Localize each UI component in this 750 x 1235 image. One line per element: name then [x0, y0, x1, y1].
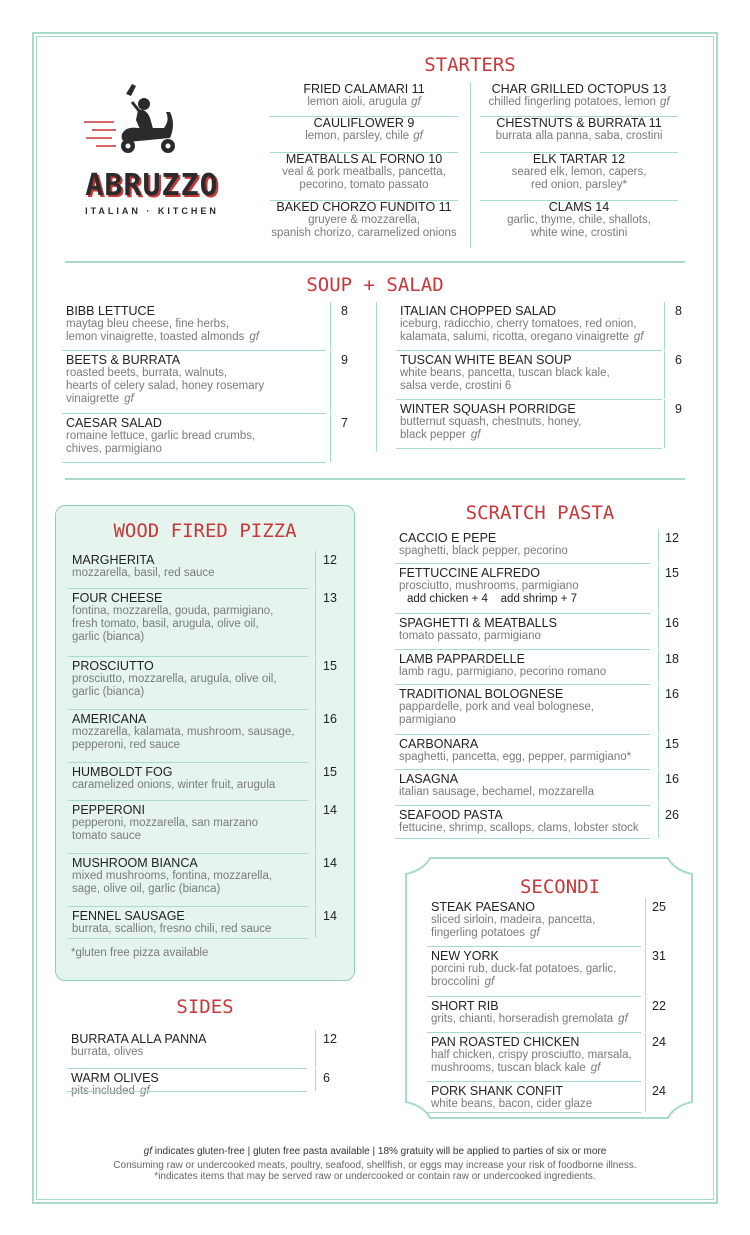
- starter-item: [264, 82, 464, 109]
- price-column-divider: [315, 657, 316, 709]
- starter-name: CLAMS 14: [548, 200, 610, 214]
- starters-heading: STARTERS: [424, 54, 516, 76]
- pasta-item-desc-text: spaghetti, black pepper, pecorino: [399, 545, 568, 557]
- row-divider: [68, 938, 308, 939]
- row-divider: [68, 762, 308, 763]
- starter-desc: chilled fingerling potatoes, lemon: [488, 96, 656, 108]
- pasta-item-name: CACCIO E PEPE: [399, 531, 497, 545]
- pizza-item-desc: [72, 817, 312, 830]
- pasta-item-desc: [399, 545, 654, 558]
- salad-item-desc: [66, 380, 326, 393]
- pizza-item-price: 16: [323, 712, 337, 726]
- soup-item-desc: [400, 380, 662, 393]
- pizza-item: [72, 712, 312, 752]
- pizza-item-desc-text: mixed mushrooms, fontina, mozzarella,: [72, 870, 273, 882]
- starter-desc: white wine, crostini: [530, 227, 628, 239]
- row-divider: [396, 448, 662, 449]
- secondi-heading: SECONDI: [519, 876, 601, 898]
- salad-item-desc-text: romaine lettuce, garlic bread crumbs,: [66, 430, 256, 442]
- soup-item-desc: [400, 367, 662, 380]
- soup-item-desc-text: iceburg, radicchio, cherry tomatoes, red onion,: [400, 318, 637, 330]
- salad-item-name: BIBB LETTUCE: [66, 304, 155, 318]
- soup-item-desc-text: butternut squash, chestnuts, honey,: [400, 416, 582, 428]
- secondi-item-desc-text: mushrooms, tuscan black kale: [431, 1062, 586, 1074]
- pasta-heading: SCRATCH PASTA: [465, 502, 615, 524]
- row-divider: [427, 996, 641, 997]
- soup-item-desc-text: kalamata, salumi, ricotta, oregano vinaigrette: [400, 331, 629, 343]
- price-column-divider: [315, 801, 316, 853]
- starter-item: [474, 200, 684, 240]
- starter-desc: gruyere & mozzarella,: [308, 214, 420, 226]
- pizza-item-desc-text: tomato sauce: [72, 830, 142, 842]
- pasta-item-name: TRADITIONAL BOLOGNESE: [399, 687, 564, 701]
- salad-item-desc: [66, 367, 326, 380]
- pasta-item-name: SPAGHETTI & MEATBALLS: [399, 616, 557, 630]
- salad-item-desc-text: lemon vinaigrette, toasted almonds: [66, 331, 245, 343]
- price-column-divider: [658, 564, 659, 613]
- starter-name: CHAR GRILLED OCTOPUS 13: [491, 82, 667, 96]
- pizza-item-desc: [72, 686, 312, 699]
- salad-item: [66, 353, 326, 406]
- pasta-item: [399, 772, 654, 799]
- secondi-item-desc: [431, 927, 641, 940]
- row-divider: [427, 946, 641, 947]
- pizza-item-desc-text: garlic (bianca): [72, 631, 145, 643]
- salad-item-name: CAESAR SALAD: [66, 416, 162, 430]
- pizza-item: [72, 659, 312, 699]
- salad-item-price: 8: [341, 304, 348, 318]
- side-item: [71, 1032, 311, 1059]
- gluten-free-mark: gf: [484, 976, 495, 988]
- pizza-item-desc-text: mozzarella, kalamata, mushroom, sausage,: [72, 726, 295, 738]
- side-item-name: BURRATA ALLA PANNA: [71, 1032, 207, 1046]
- pasta-item-desc: [399, 630, 654, 643]
- price-column-divider: [645, 947, 646, 996]
- price-column-divider: [658, 614, 659, 649]
- pizza-item-desc: [72, 870, 312, 883]
- starter-desc: seared elk, lemon, capers,: [511, 166, 647, 178]
- brand-tagline: ITALIAN · KITCHEN: [85, 206, 219, 216]
- pizza-item-price: 14: [323, 856, 337, 870]
- starter-name: CHESTNUTS & BURRATA 11: [496, 116, 662, 130]
- row-divider: [395, 613, 650, 614]
- pasta-item: [399, 531, 654, 558]
- pasta-item-desc-text: pappardelle, pork and veal bolognese,: [399, 701, 595, 713]
- gluten-free-mark: gf: [139, 1085, 150, 1097]
- pizza-item-price: 14: [323, 909, 337, 923]
- footer-line-1-text: indicates gluten-free | gluten free pasta available | 18% gratuity will be applied to parties of six or more: [152, 1146, 607, 1157]
- pasta-item: [399, 566, 654, 606]
- starter-name: CAULIFLOWER 9: [313, 116, 415, 130]
- row-divider: [68, 709, 308, 710]
- soup-item-price: 9: [675, 402, 682, 416]
- pasta-item-price: 15: [665, 566, 679, 580]
- starter-desc: burrata alla panna, saba, crostini: [495, 130, 663, 142]
- pizza-item-desc: [72, 567, 312, 580]
- soup-item: [400, 353, 662, 393]
- row-divider: [427, 1081, 641, 1082]
- pasta-item-name: LASAGNA: [399, 772, 459, 786]
- starter-desc: spanish chorizo, caramelized onions: [271, 227, 457, 239]
- pizza-item: [72, 803, 312, 843]
- pizza-gluten-note: *gluten free pizza available: [71, 947, 209, 959]
- price-column-divider: [330, 414, 331, 462]
- secondi-item-price: 22: [652, 999, 666, 1013]
- row-divider: [67, 1091, 307, 1092]
- pasta-item-price: 26: [665, 808, 679, 822]
- price-column-divider: [315, 551, 316, 588]
- row-divider: [395, 838, 650, 839]
- price-column-divider: [664, 400, 665, 448]
- salad-item-desc-text: hearts of celery salad, honey rosemary: [66, 380, 265, 392]
- pizza-item-name: FENNEL SAUSAGE: [72, 909, 185, 923]
- soup-item-desc-text: black pepper: [400, 429, 466, 441]
- side-item-name: WARM OLIVES: [71, 1071, 159, 1085]
- vespa-rider-logo-icon: [66, 72, 236, 172]
- row-divider: [68, 906, 308, 907]
- pizza-item: [72, 909, 312, 936]
- pasta-item: [399, 616, 654, 643]
- side-item-desc-text: pits included: [71, 1085, 135, 1097]
- price-column-divider: [658, 770, 659, 805]
- price-column-divider: [315, 763, 316, 800]
- side-item-desc: [71, 1046, 311, 1059]
- salad-item-desc: [66, 331, 326, 344]
- secondi-item-desc-text: half chicken, crispy prosciutto, marsala,: [431, 1049, 632, 1061]
- side-item-desc-text: burrata, olives: [71, 1046, 144, 1058]
- pasta-item: [399, 687, 654, 727]
- starter-name: FRIED CALAMARI 11: [303, 82, 425, 96]
- gluten-free-mark: gf: [633, 331, 644, 343]
- gluten-free-mark: gf: [659, 96, 670, 108]
- secondi-item-desc-text: broccolini: [431, 976, 480, 988]
- pasta-item-desc-text: parmigiano: [399, 714, 456, 726]
- pasta-item-desc: [399, 786, 654, 799]
- row-divider: [395, 769, 650, 770]
- salad-item-desc-text: chives, parmigiano: [66, 443, 162, 455]
- footer-line-1: [40, 1146, 710, 1157]
- soup-item-price: 6: [675, 353, 682, 367]
- gluten-free-mark: gf: [470, 429, 481, 441]
- row-divider: [62, 350, 326, 351]
- pasta-item-desc: [399, 751, 654, 764]
- pasta-item-name: FETTUCCINE ALFREDO: [399, 566, 540, 580]
- secondi-item-price: 24: [652, 1084, 666, 1098]
- pizza-item-desc: [72, 739, 312, 752]
- starter-name: MEATBALLS AL FORNO 10: [285, 152, 443, 166]
- pizza-item-name: MUSHROOM BIANCA: [72, 856, 198, 870]
- starter-item: [264, 200, 464, 240]
- pizza-item-desc-text: prosciutto, mozzarella, arugula, olive oil,: [72, 673, 277, 685]
- pizza-item-name: PEPPERONI: [72, 803, 145, 817]
- secondi-item-desc-text: fingerling potatoes: [431, 927, 525, 939]
- secondi-item-name: PORK SHANK CONFIT: [431, 1084, 563, 1098]
- price-column-divider: [658, 735, 659, 769]
- pizza-item-desc-text: pepperoni, mozzarella, san marzano: [72, 817, 259, 829]
- pizza-item-name: MARGHERITA: [72, 553, 155, 567]
- pizza-item-desc: [72, 631, 312, 644]
- secondi-item: [431, 900, 641, 940]
- soup-item-desc: [400, 416, 662, 429]
- starter-desc: red onion, parsley*: [531, 179, 627, 191]
- salad-item-desc-text: roasted beets, burrata, walnuts,: [66, 367, 228, 379]
- pizza-item-name: PROSCIUTTO: [72, 659, 154, 673]
- secondi-item-desc-text: grits, chianti, horseradish gremolata: [431, 1013, 614, 1025]
- row-divider: [67, 1068, 307, 1069]
- pasta-item-desc-text: spaghetti, pancetta, egg, pepper, parmigiano*: [399, 751, 632, 763]
- soup-item-desc-text: white beans, pancetta, tuscan black kale,: [400, 367, 610, 379]
- pizza-item-desc: [72, 923, 312, 936]
- secondi-item-desc: [431, 1049, 641, 1062]
- soup-item-name: WINTER SQUASH PORRIDGE: [400, 402, 576, 416]
- pizza-item-name: FOUR CHEESE: [72, 591, 163, 605]
- soup-item-name: ITALIAN CHOPPED SALAD: [400, 304, 557, 318]
- row-divider: [62, 413, 326, 414]
- salad-item-name: BEETS & BURRATA: [66, 353, 181, 367]
- salad-item-price: 9: [341, 353, 348, 367]
- salad-item-price: 7: [341, 416, 348, 430]
- starter-desc: veal & pork meatballs, pancetta,: [282, 166, 446, 178]
- pasta-item-price: 16: [665, 772, 679, 786]
- footer-line-2: Consuming raw or undercooked meats, poultry, seafood, shellfish, or eggs may increase your risk of foodborne illness.: [113, 1160, 637, 1171]
- gluten-free-mark: gf: [124, 393, 134, 405]
- soup-item-desc: [400, 318, 662, 331]
- pasta-item: [399, 652, 654, 679]
- salad-item: [66, 416, 326, 456]
- pizza-item-desc: [72, 605, 312, 618]
- salad-item: [66, 304, 326, 344]
- row-divider: [68, 656, 308, 657]
- pizza-item-desc: [72, 779, 312, 792]
- starter-item: [264, 116, 464, 143]
- row-divider: [427, 1112, 641, 1113]
- row-divider: [68, 800, 308, 801]
- pizza-item-desc-text: burrata, scallion, fresno chili, red sauce: [72, 923, 272, 935]
- pizza-item-desc-text: fontina, mozzarella, gouda, parmigiano,: [72, 605, 274, 617]
- secondi-item-desc: [431, 963, 641, 976]
- pizza-item-desc: [72, 726, 312, 739]
- footer-gf-mark: gf: [143, 1146, 152, 1157]
- salad-item-desc: [66, 393, 326, 406]
- price-column-divider: [664, 302, 665, 350]
- soup-item-desc: [400, 331, 662, 344]
- starter-desc-line: [264, 96, 464, 109]
- side-item-price: 6: [323, 1071, 330, 1085]
- secondi-item-name: SHORT RIB: [431, 999, 499, 1013]
- pasta-item-desc-text: lamb ragu, parmigiano, pecorino romano: [399, 666, 607, 678]
- pizza-item: [72, 591, 312, 644]
- price-column-divider: [658, 529, 659, 563]
- starter-item: [474, 152, 684, 192]
- row-divider: [427, 1032, 641, 1033]
- starter-item: [474, 82, 684, 109]
- price-column-divider: [645, 898, 646, 946]
- pasta-item-price: 16: [665, 687, 679, 701]
- soup-item-price: 8: [675, 304, 682, 318]
- soup-salad-center-divider: [376, 302, 377, 452]
- secondi-item-name: PAN ROASTED CHICKEN: [431, 1035, 580, 1049]
- pasta-item-name: SEAFOOD PASTA: [399, 808, 503, 822]
- pasta-item-price: 18: [665, 652, 679, 666]
- pasta-item: [399, 737, 654, 764]
- gluten-free-mark: gf: [529, 927, 540, 939]
- price-column-divider: [645, 997, 646, 1032]
- pasta-item-desc-text: italian sausage, bechamel, mozzarella: [399, 786, 594, 798]
- salad-item-desc: [66, 430, 326, 443]
- secondi-item-desc: [431, 976, 641, 989]
- starter-desc: garlic, thyme, chile, shallots,: [507, 214, 651, 226]
- pizza-item-price: 15: [323, 659, 337, 673]
- salad-item-desc: [66, 443, 326, 456]
- salad-item-desc-text: maytag bleu cheese, fine herbs,: [66, 318, 230, 330]
- pizza-item-desc-text: garlic (bianca): [72, 686, 145, 698]
- starter-item: [474, 116, 684, 143]
- price-column-divider: [315, 1030, 316, 1068]
- pizza-item-desc: [72, 618, 312, 631]
- pasta-item-desc-text: prosciutto, mushrooms, parmigiano: [399, 580, 579, 592]
- secondi-item-desc: [431, 1013, 641, 1026]
- price-column-divider: [315, 907, 316, 938]
- secondi-item-desc: [431, 1062, 641, 1075]
- starter-name: ELK TARTAR 12: [532, 152, 626, 166]
- pasta-item-desc: [399, 666, 654, 679]
- price-column-divider: [645, 1082, 646, 1112]
- brand-name: ABRUZZO: [85, 168, 219, 203]
- secondi-item-desc-text: sliced sirloin, madeira, pancetta,: [431, 914, 596, 926]
- pasta-item-price: 15: [665, 737, 679, 751]
- secondi-item-price: 24: [652, 1035, 666, 1049]
- starter-desc: lemon aioli, arugula: [307, 96, 408, 108]
- secondi-item-desc-text: white beans, bacon, cider glaze: [431, 1098, 593, 1110]
- side-item: [71, 1071, 311, 1098]
- row-divider: [68, 588, 308, 589]
- pasta-item-desc-text: tomato passato, parmigiano: [399, 630, 541, 642]
- price-column-divider: [330, 302, 331, 350]
- starter-desc: lemon, parsley, chile: [305, 130, 410, 142]
- price-column-divider: [658, 650, 659, 684]
- pasta-item: [399, 808, 654, 835]
- row-divider: [68, 853, 308, 854]
- pasta-item-addons: add chicken + 4 add shrimp + 7: [407, 593, 578, 605]
- row-divider: [395, 684, 650, 685]
- secondi-item-desc: [431, 914, 641, 927]
- pizza-item: [72, 765, 312, 792]
- price-column-divider: [664, 351, 665, 399]
- gluten-free-mark: gf: [249, 331, 259, 343]
- soup-item: [400, 402, 662, 442]
- price-column-divider: [315, 710, 316, 762]
- sides-heading: SIDES: [176, 996, 234, 1018]
- footer-line-3: *indicates items that may be served raw or undercooked or contain raw or undercooked ingredients.: [154, 1171, 596, 1182]
- soup-item-name: TUSCAN WHITE BEAN SOUP: [400, 353, 572, 367]
- price-column-divider: [658, 806, 659, 838]
- price-column-divider: [658, 685, 659, 734]
- row-divider: [396, 350, 662, 351]
- pasta-item-desc: [399, 701, 654, 714]
- pizza-item-price: 12: [323, 553, 337, 567]
- section-divider: [65, 261, 685, 263]
- gluten-free-mark: gf: [618, 1013, 628, 1025]
- salad-item-desc-text: vinaigrette: [66, 393, 120, 405]
- pizza-item-desc: [72, 830, 312, 843]
- pasta-item-price: 12: [665, 531, 679, 545]
- soup-item: [400, 304, 662, 344]
- secondi-item-name: STEAK PAESANO: [431, 900, 535, 914]
- starters-divider: [470, 82, 471, 248]
- pizza-item-desc-text: mozzarella, basil, red sauce: [72, 567, 215, 579]
- pizza-item-desc: [72, 673, 312, 686]
- secondi-item: [431, 999, 641, 1026]
- pizza-item-price: 14: [323, 803, 337, 817]
- pizza-item-desc-text: fresh tomato, basil, arugula, olive oil,: [72, 618, 259, 630]
- soup-item-desc-text: salsa verde, crostini 6: [400, 380, 512, 392]
- starter-desc-line: [264, 130, 464, 143]
- pasta-item-name: LAMB PAPPARDELLE: [399, 652, 525, 666]
- pizza-item-desc-text: caramelized onions, winter fruit, arugula: [72, 779, 276, 791]
- secondi-item: [431, 949, 641, 989]
- pizza-item-name: HUMBOLDT FOG: [72, 765, 173, 779]
- gluten-free-mark: gf: [413, 130, 423, 142]
- secondi-item: [431, 1035, 641, 1075]
- row-divider: [395, 563, 650, 564]
- pasta-item-desc: [399, 822, 654, 835]
- pasta-item-desc: [399, 714, 654, 727]
- secondi-item-price: 31: [652, 949, 666, 963]
- pizza-item-price: 13: [323, 591, 337, 605]
- pizza-item-name: AMERICANA: [72, 712, 147, 726]
- price-column-divider: [315, 1069, 316, 1091]
- starter-desc-line: [474, 96, 684, 109]
- starter-name: BAKED CHORZO FUNDITO 11: [276, 200, 452, 214]
- starter-desc: pecorino, tomato passato: [299, 179, 429, 191]
- price-column-divider: [315, 589, 316, 656]
- starter-item: [264, 152, 464, 192]
- secondi-item-price: 25: [652, 900, 666, 914]
- soup-salad-heading: SOUP + SALAD: [306, 274, 444, 296]
- row-divider: [396, 399, 662, 400]
- secondi-item-desc-text: porcini rub, duck-fat potatoes, garlic,: [431, 963, 617, 975]
- pizza-item: [72, 856, 312, 896]
- gluten-free-mark: gf: [411, 96, 421, 108]
- pizza-item-desc: [72, 883, 312, 896]
- secondi-item-name: NEW YORK: [431, 949, 499, 963]
- salad-item-desc: [66, 318, 326, 331]
- pasta-item-price: 16: [665, 616, 679, 630]
- soup-item-desc: [400, 429, 662, 442]
- row-divider: [395, 734, 650, 735]
- gluten-free-mark: gf: [590, 1062, 601, 1074]
- pasta-item-name: CARBONARA: [399, 737, 479, 751]
- secondi-item: [431, 1084, 641, 1111]
- pizza-item: [72, 553, 312, 580]
- pasta-item-desc-text: fettucine, shrimp, scallops, clams, lobster stock: [399, 822, 639, 834]
- price-column-divider: [330, 351, 331, 413]
- pizza-item-desc-text: sage, olive oil, garlic (bianca): [72, 883, 221, 895]
- pizza-item-desc-text: pepperoni, red sauce: [72, 739, 181, 751]
- pizza-item-price: 15: [323, 765, 337, 779]
- side-item-price: 12: [323, 1032, 337, 1046]
- price-column-divider: [315, 854, 316, 906]
- secondi-item-desc: [431, 1098, 641, 1111]
- row-divider: [395, 649, 650, 650]
- row-divider: [395, 805, 650, 806]
- price-column-divider: [645, 1033, 646, 1081]
- row-divider: [62, 462, 326, 463]
- pasta-item-desc: [399, 580, 654, 593]
- pizza-heading: WOOD FIRED PIZZA: [113, 520, 297, 542]
- section-divider: [65, 478, 685, 480]
